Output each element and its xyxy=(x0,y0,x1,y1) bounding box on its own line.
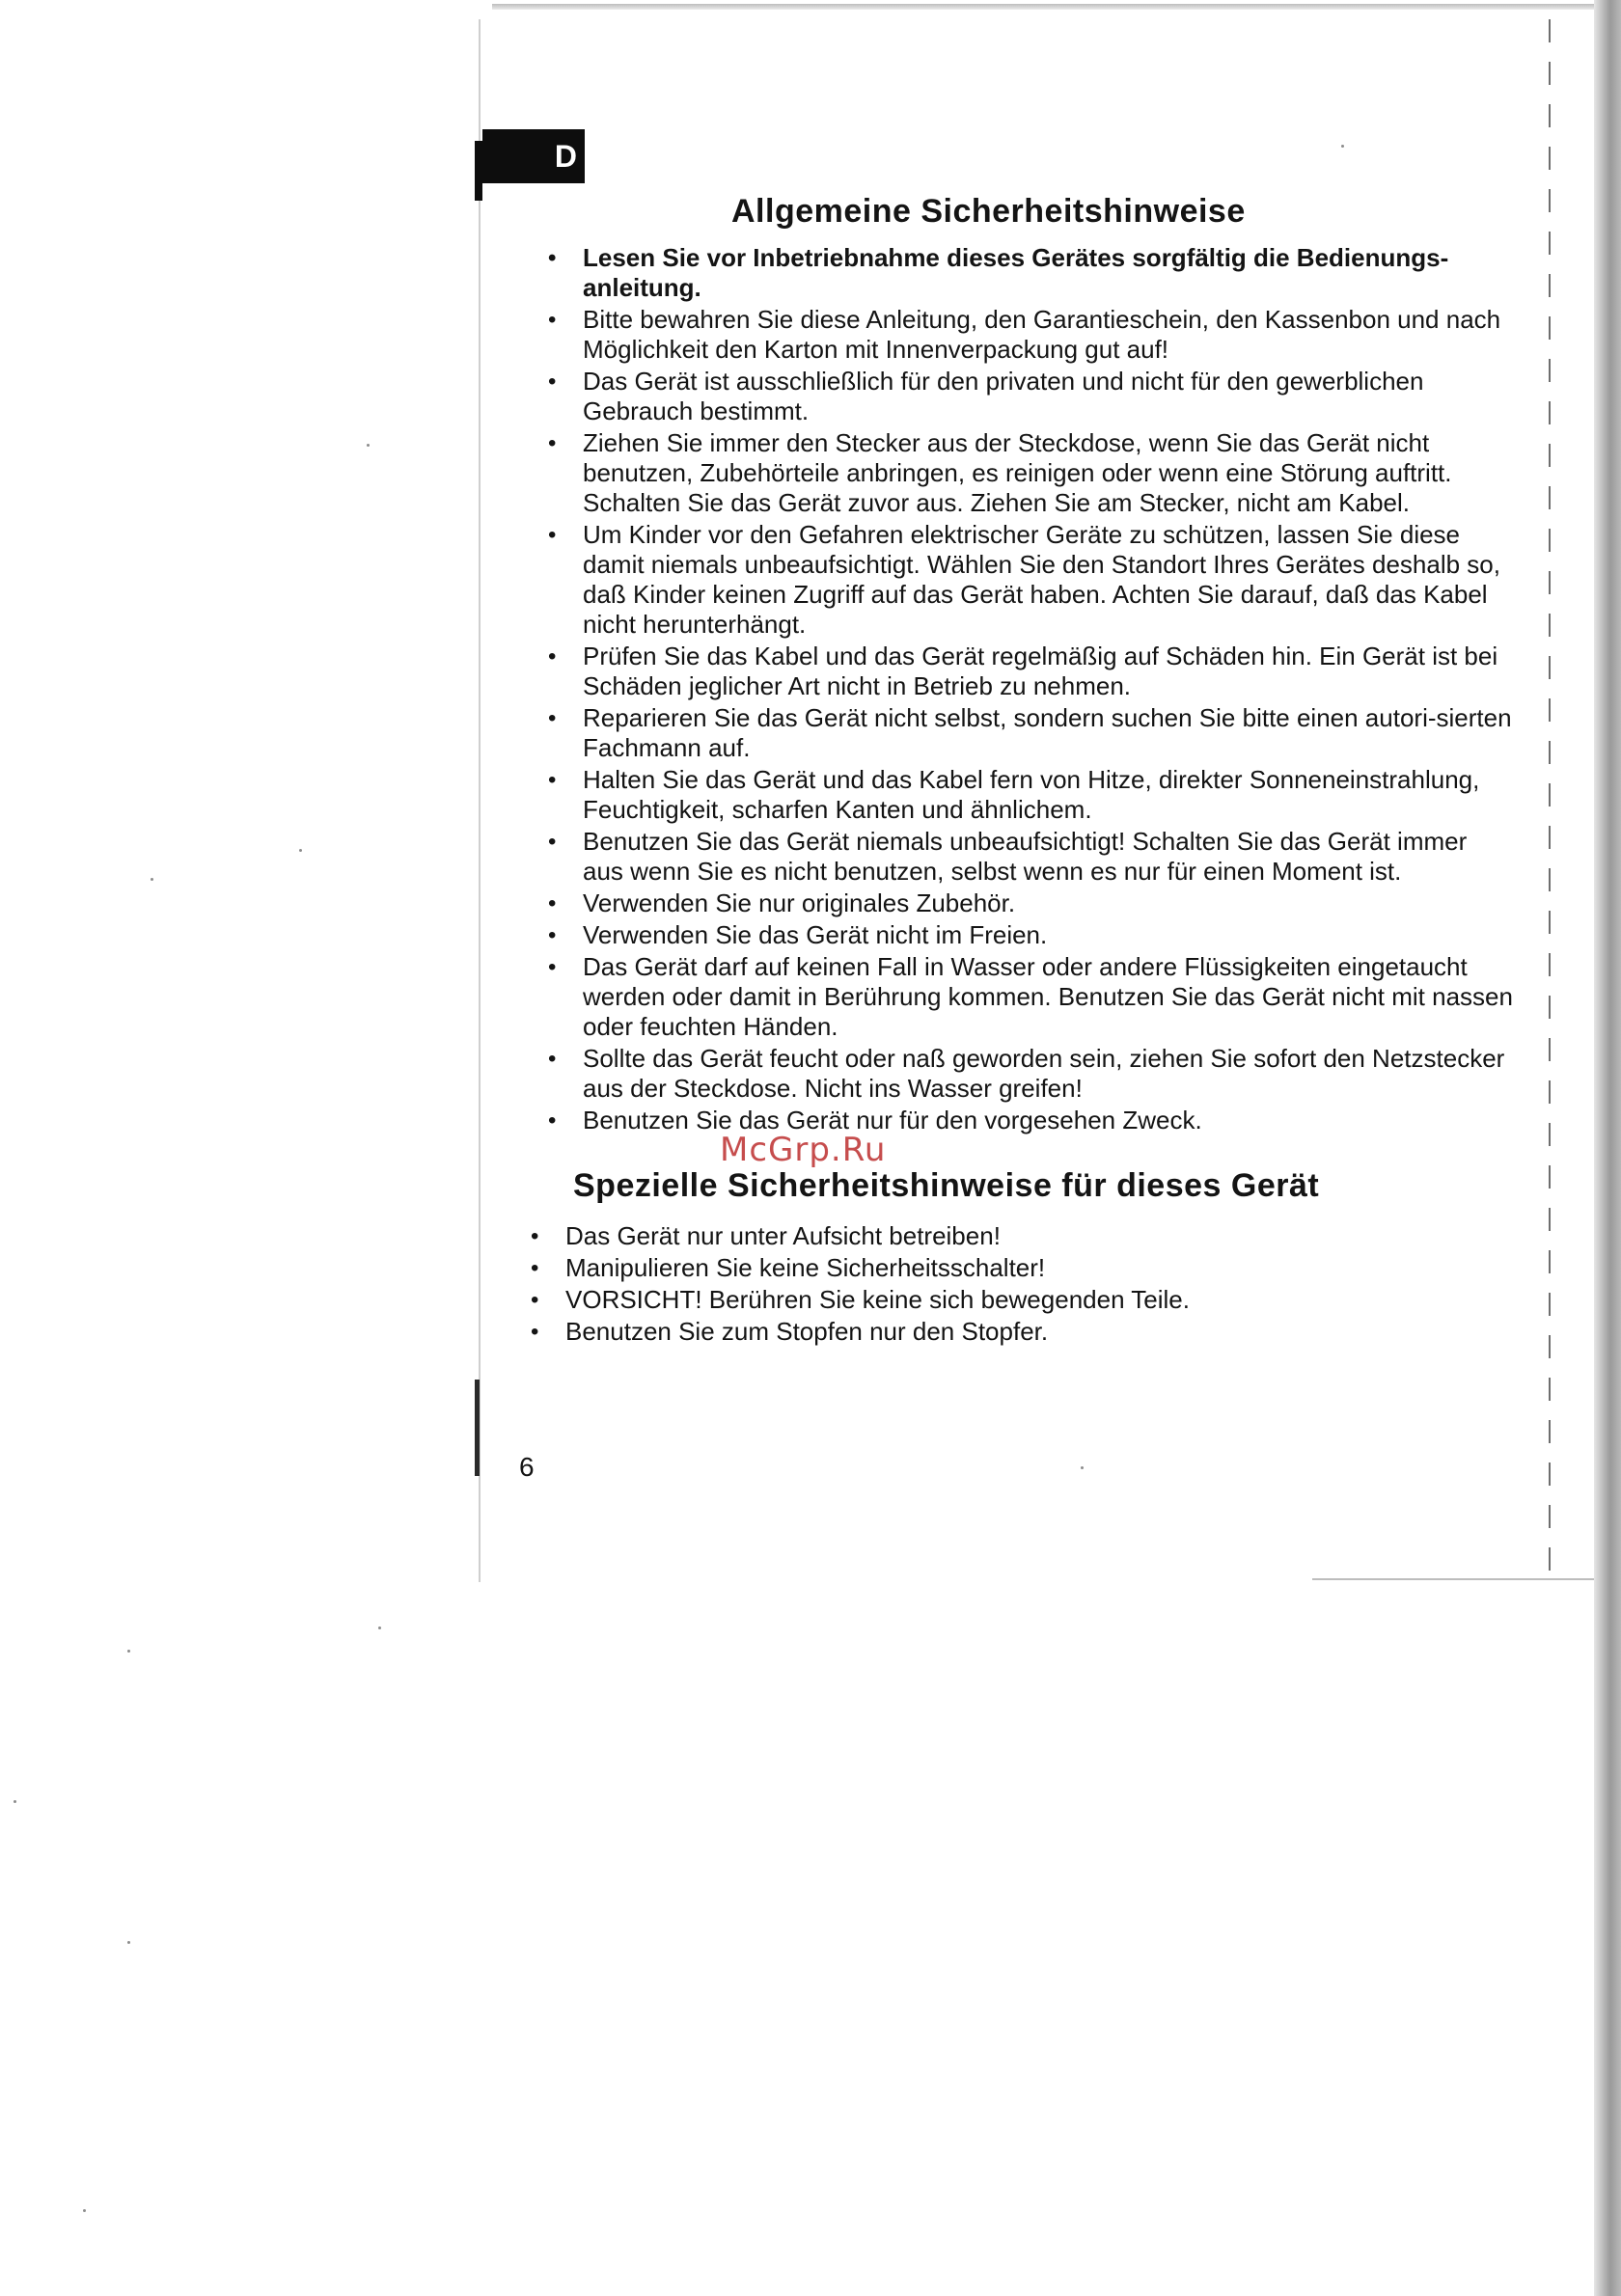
language-tab-letter: D xyxy=(554,139,577,174)
page-right-edge xyxy=(1549,19,1551,1577)
bullet-icon: • xyxy=(531,1255,539,1281)
list-item-text: Prüfen Sie das Kabel und das Gerät regelmäßig auf Schäden hin. Ein Gerät ist bei Schäden jeglicher Art nicht in Betrieb zu nehmen. xyxy=(583,642,1498,700)
watermark-text: McGrp.Ru xyxy=(720,1131,887,1169)
list-item xyxy=(548,765,1513,825)
bullet-icon: • xyxy=(531,1223,539,1249)
scan-speck xyxy=(299,849,302,852)
list-item xyxy=(531,1317,1496,1347)
list-item-text: Das Gerät darf auf keinen Fall in Wasser oder andere Flüssigkeiten eingetaucht werden oder damit in Berührung kommen. Benutzen Sie das Gerät nicht mit nassen oder feuchten Händen. xyxy=(583,952,1513,1041)
scan-speck xyxy=(14,1800,16,1803)
list-item xyxy=(548,920,1513,950)
list-item xyxy=(548,520,1513,640)
scan-speck xyxy=(378,1626,381,1629)
list-item-text: Verwenden Sie nur originales Zubehör. xyxy=(583,888,1016,917)
list-item-text: Bitte bewahren Sie diese Anleitung, den Garantieschein, den Kassenbon und nach Möglichkeit den Karton mit Innenverpackung gut auf! xyxy=(583,305,1501,364)
list-item-text: Um Kinder vor den Gefahren elektrischer Geräte zu schützen, lassen Sie diese damit niemals unbeaufsichtigt. Wählen Sie den Standort Ihres Gerätes deshalb so, daß Kinder keinen Zugriff auf das Gerät haben. Achten Sie darauf, daß das Kabel nicht herunterhängt. xyxy=(583,520,1500,639)
list-item xyxy=(548,428,1513,518)
bullet-icon: • xyxy=(548,522,557,548)
bullet-icon: • xyxy=(531,1319,539,1345)
list-item xyxy=(548,305,1513,365)
list-item xyxy=(548,827,1513,887)
list-item xyxy=(548,703,1513,763)
scan-speck xyxy=(367,444,370,447)
scan-speck xyxy=(127,1941,130,1944)
general-safety-title: Allgemeine Sicherheitshinweise xyxy=(731,193,1246,230)
list-item-text: Das Gerät ist ausschließlich für den privaten und nicht für den gewerblichen Gebrauch bestimmt. xyxy=(583,367,1424,425)
bullet-icon: • xyxy=(548,705,557,731)
list-item-text: Manipulieren Sie keine Sicherheitsschalter! xyxy=(565,1253,1046,1282)
special-safety-list xyxy=(531,1221,1496,1349)
bullet-icon: • xyxy=(548,245,557,271)
general-safety-list xyxy=(548,243,1513,1137)
list-item xyxy=(548,243,1513,303)
bullet-icon: • xyxy=(548,307,557,333)
scan-speck xyxy=(127,1650,130,1653)
list-item xyxy=(531,1221,1496,1251)
list-item-text: Verwenden Sie das Gerät nicht im Freien. xyxy=(583,920,1048,949)
scan-speck xyxy=(1341,145,1344,148)
list-item-text: Halten Sie das Gerät und das Kabel fern von Hitze, direkter Sonneneinstrahlung, Feuchtigkeit, scharfen Kanten und ähnlichem. xyxy=(583,765,1480,824)
page-top-edge xyxy=(492,4,1621,10)
language-tab xyxy=(482,129,585,183)
list-item-text: Benutzen Sie zum Stopfen nur den Stopfer. xyxy=(565,1317,1049,1346)
scan-speck xyxy=(83,2209,86,2212)
bullet-icon: • xyxy=(548,922,557,948)
list-item xyxy=(548,642,1513,701)
list-item-text: Reparieren Sie das Gerät nicht selbst, sondern suchen Sie bitte einen autori-sierten Fachmann auf. xyxy=(583,703,1512,762)
bullet-icon: • xyxy=(548,1046,557,1072)
list-item-text: Lesen Sie vor Inbetriebnahme dieses Gerätes sorgfältig die Bedienungs-anleitung. xyxy=(583,243,1449,302)
bullet-icon: • xyxy=(548,767,557,793)
list-item-text: Benutzen Sie das Gerät niemals unbeaufsichtigt! Schalten Sie das Gerät immer aus wenn Sie es nicht benutzen, selbst wenn es nur für einen Moment ist. xyxy=(583,827,1468,886)
bullet-icon: • xyxy=(531,1287,539,1313)
list-item xyxy=(548,1044,1513,1104)
page-number: 6 xyxy=(519,1452,535,1482)
list-item xyxy=(548,888,1513,918)
list-item-text: Ziehen Sie immer den Stecker aus der Steckdose, wenn Sie das Gerät nicht benutzen, Zubehörteile anbringen, es reinigen oder wenn eine Störung auftritt. Schalten Sie das Gerät zuvor aus. Ziehen Sie am Stecker, nicht am Kabel. xyxy=(583,428,1452,517)
scan-speck xyxy=(1081,1466,1084,1469)
list-item xyxy=(548,952,1513,1042)
page-left-edge xyxy=(479,19,481,1582)
list-item-text: Das Gerät nur unter Aufsicht betreiben! xyxy=(565,1221,1001,1250)
list-item-text: VORSICHT! Berühren Sie keine sich bewegenden Teile. xyxy=(565,1285,1190,1314)
scan-speck xyxy=(151,878,153,881)
bullet-icon: • xyxy=(548,890,557,916)
page-right-shadow xyxy=(1594,0,1621,2296)
bullet-icon: • xyxy=(548,829,557,855)
list-item xyxy=(531,1285,1496,1315)
bullet-icon: • xyxy=(548,643,557,670)
list-item xyxy=(548,367,1513,426)
language-tab-notch xyxy=(475,141,482,201)
bullet-icon: • xyxy=(548,430,557,456)
bullet-icon: • xyxy=(548,369,557,395)
bullet-icon: • xyxy=(548,1107,557,1134)
list-item-text: Sollte das Gerät feucht oder naß geworden sein, ziehen Sie sofort den Netzstecker aus der Steckdose. Nicht ins Wasser greifen! xyxy=(583,1044,1505,1103)
list-item-text: Benutzen Sie das Gerät nur für den vorgesehen Zweck. xyxy=(583,1106,1202,1134)
page-left-bar xyxy=(475,1380,480,1476)
page-bottom-edge xyxy=(1312,1578,1594,1580)
list-item xyxy=(531,1253,1496,1283)
bullet-icon: • xyxy=(548,954,557,980)
special-safety-title: Spezielle Sicherheitshinweise für dieses Gerät xyxy=(573,1167,1320,1204)
list-item xyxy=(548,1106,1513,1135)
